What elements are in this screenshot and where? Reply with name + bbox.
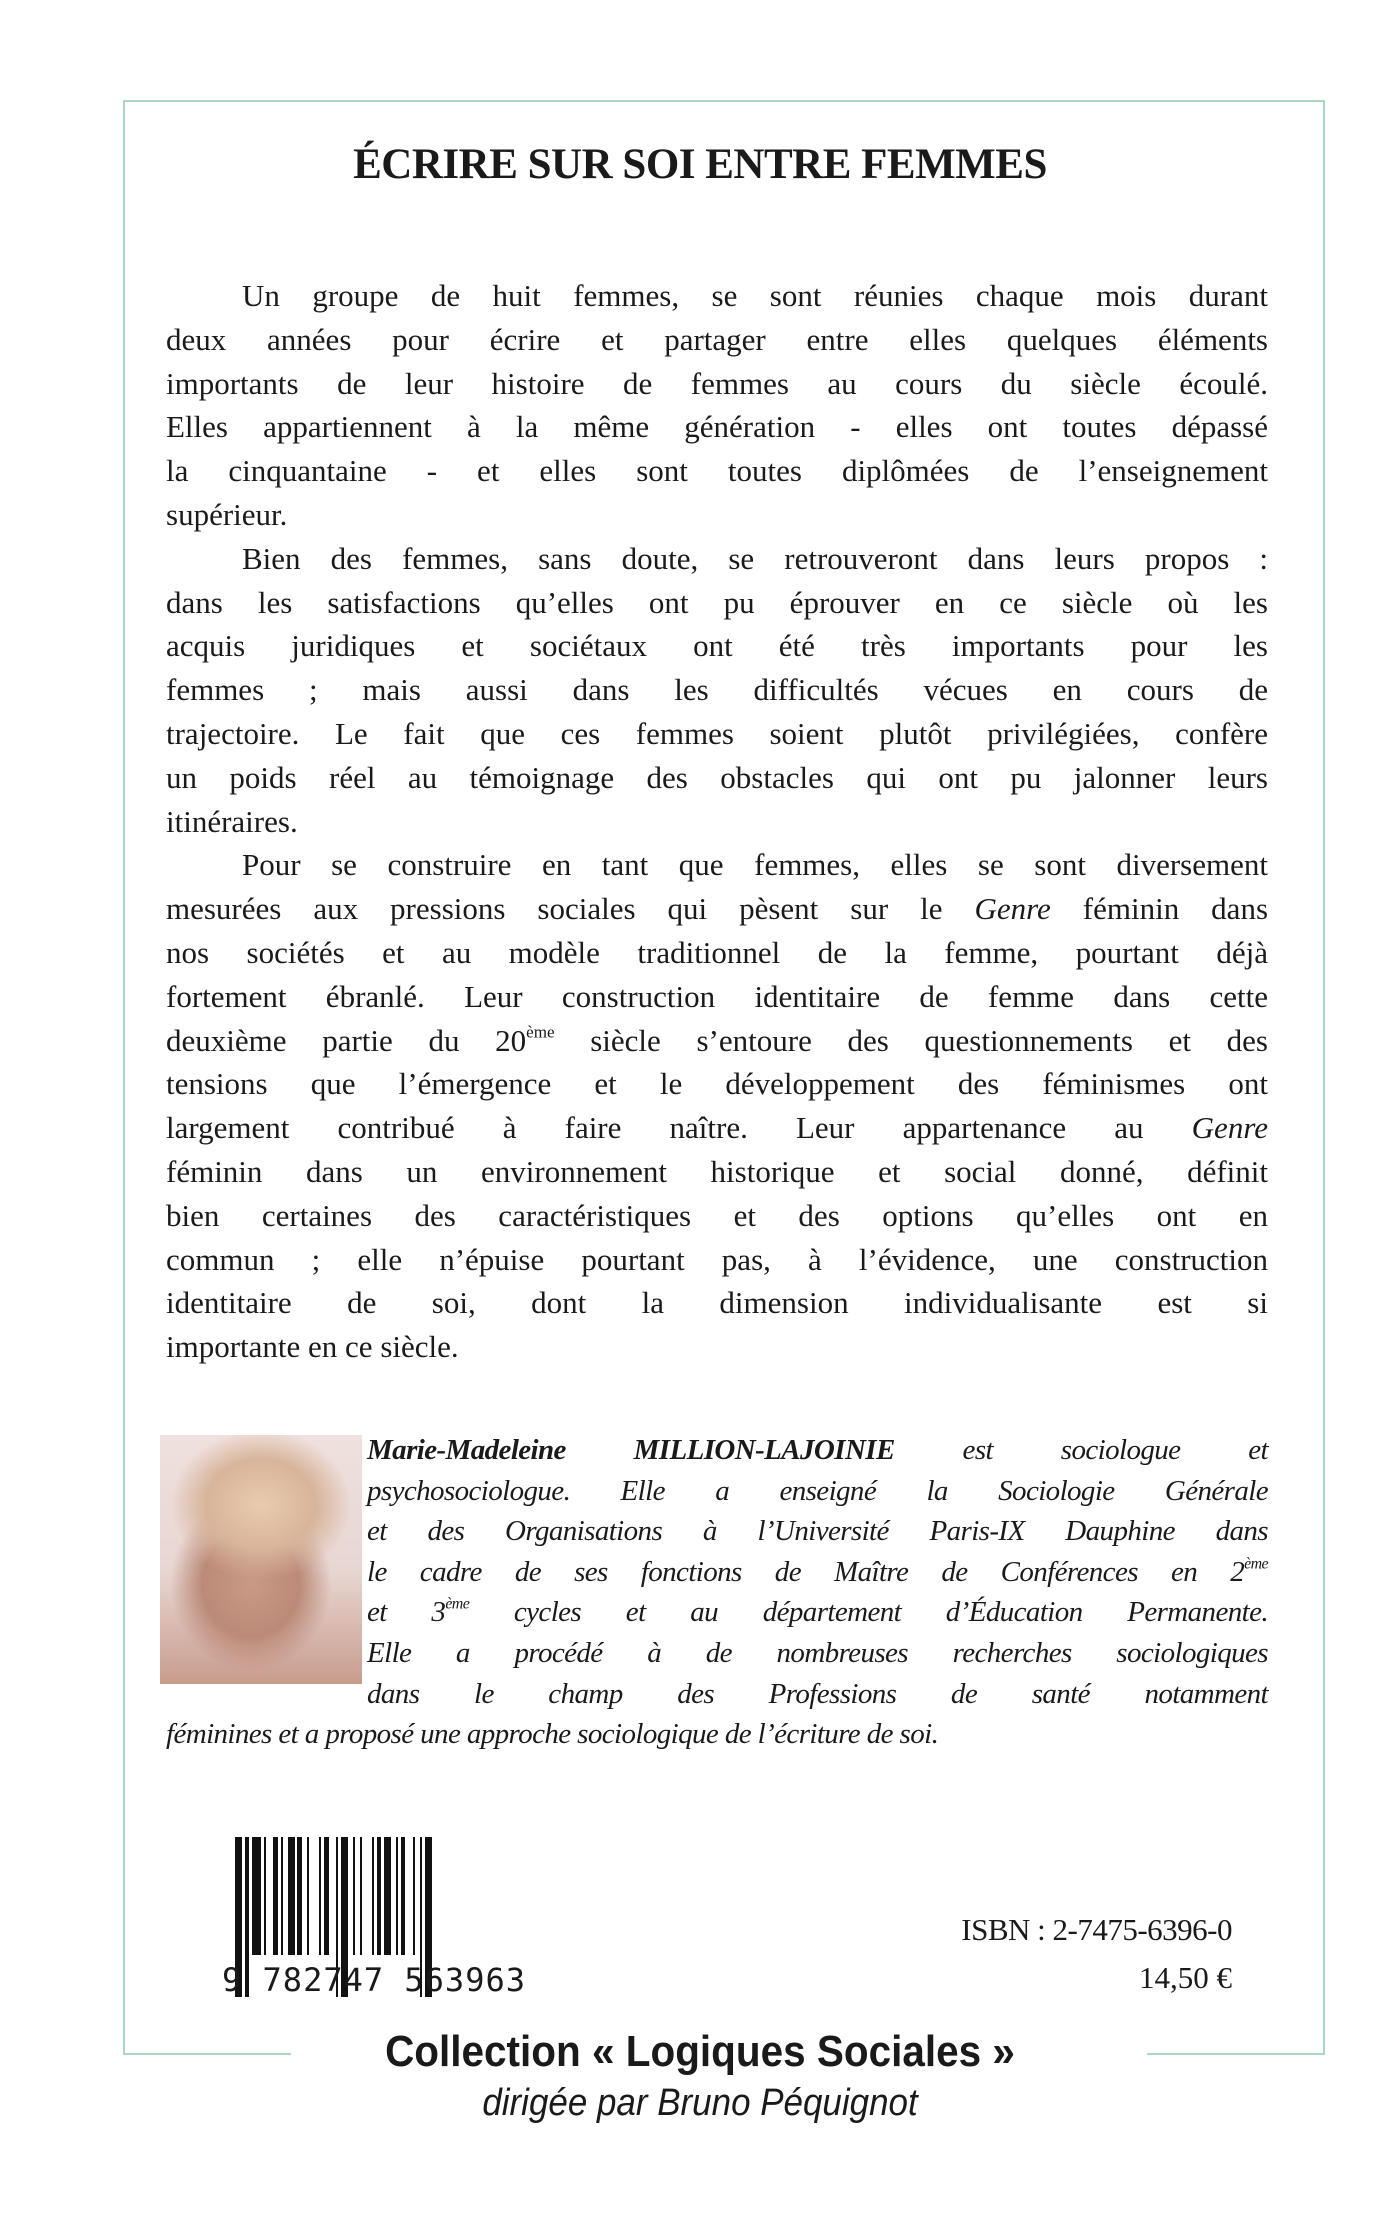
barcode-bar xyxy=(264,1837,266,1955)
text-line xyxy=(166,712,1268,756)
barcode-bar xyxy=(297,1837,302,1955)
superscript: ème xyxy=(526,1021,555,1041)
text-segment: deuxième partie du 20 xyxy=(166,1022,527,1058)
text-segment: importante en ce siècle. xyxy=(166,1329,459,1365)
collection-director: dirigée par Bruno Péquignot xyxy=(482,2082,918,2124)
text-segment: Elles appartiennent à la même génération - elles ont toutes dépassé xyxy=(166,409,1268,445)
text-segment: féminin dans xyxy=(1050,891,1269,927)
text-segment: psychosociologue. Elle a enseigné la Sociologie Générale xyxy=(367,1474,1268,1507)
text-segment: tensions que l’émergence et le développement des féminismes ont xyxy=(166,1066,1268,1102)
text-line xyxy=(166,581,1268,625)
superscript: ème xyxy=(445,1595,470,1613)
text-segment: dans le champ des Professions de santé notamment xyxy=(367,1677,1268,1710)
text-segment: est sociologue et xyxy=(894,1434,1268,1466)
collection-title: Collection « Logiques Sociales » xyxy=(385,2027,1015,2076)
text-line xyxy=(367,1633,1268,1674)
barcode-bar xyxy=(281,1837,283,1955)
text-line xyxy=(166,843,1268,887)
barcode-bar xyxy=(377,1837,382,1955)
text-segment: Bien des femmes, sans doute, se retrouveront dans leurs propos : xyxy=(242,540,1268,576)
text-segment: Elle a procédé à de nombreuses recherches sociologiques xyxy=(367,1636,1268,1669)
barcode-bar xyxy=(273,1837,278,1955)
text-line xyxy=(166,1106,1268,1150)
text-line xyxy=(166,318,1268,362)
barcode xyxy=(222,1837,562,2002)
text-line xyxy=(166,362,1268,406)
text-segment: un poids réel au témoignage des obstacles qui ont pu jalonner leurs xyxy=(166,759,1268,795)
barcode-bar xyxy=(319,1837,321,1955)
barcode-digits: 9 782747 563963 xyxy=(222,1961,526,1999)
text-line xyxy=(166,1281,1268,1325)
text-segment: itinéraires. xyxy=(166,803,298,839)
text-line xyxy=(166,931,1268,975)
text-segment: importants de leur histoire de femmes au cours du siècle écoulé. xyxy=(166,365,1268,401)
barcode-bar xyxy=(413,1837,415,1955)
text-line xyxy=(166,405,1268,449)
text-segment: siècle s’entoure des questionnements et des xyxy=(554,1022,1268,1058)
text-line xyxy=(166,1325,1268,1369)
barcode-bar xyxy=(324,1837,329,1955)
text-line xyxy=(166,1150,1268,1194)
text-line xyxy=(166,668,1268,712)
barcode-bar xyxy=(372,1837,374,1955)
text-line xyxy=(367,1430,1268,1471)
text-line xyxy=(166,1062,1268,1106)
text-segment: identitaire de soi, dont la dimension individualisante est si xyxy=(166,1285,1268,1321)
text-line xyxy=(367,1511,1268,1552)
text-segment: Un groupe de huit femmes, se sont réunies chaque mois durant xyxy=(242,278,1268,313)
text-line xyxy=(166,493,1268,537)
text-segment: dans les satisfactions qu’elles ont pu éprouver en ce siècle où les xyxy=(166,584,1268,620)
text-line xyxy=(166,975,1268,1019)
text-segment: cycles et au département d’Éducation Permanente. xyxy=(469,1596,1268,1629)
text-segment: largement contribué à faire naître. Leur appartenance au xyxy=(166,1110,1192,1146)
barcode-bar xyxy=(307,1837,309,1955)
text-segment: Pour se construire en tant que femmes, elles se sont diversement xyxy=(242,847,1268,883)
text-segment: commun ; elle n’épuise pourtant pas, à l’évidence, une construction xyxy=(166,1241,1268,1277)
book-title: ÉCRIRE SUR SOI ENTRE FEMMES xyxy=(353,141,1047,188)
barcode-bar xyxy=(252,1837,262,1955)
text-line xyxy=(166,449,1268,493)
text-segment: et 3 xyxy=(367,1596,446,1629)
barcode-bar xyxy=(384,1837,391,1955)
text-segment: bien certaines des caractéristiques et des options qu’elles ont en xyxy=(166,1197,1268,1233)
text-line xyxy=(367,1552,1268,1593)
text-segment: Genre xyxy=(1191,1110,1268,1146)
text-segment: trajectoire. Le fait que ces femmes soient plutôt privilégiées, confère xyxy=(166,715,1268,751)
text-segment: la cinquantaine - et elles sont toutes diplômées de l’enseignement xyxy=(166,453,1268,489)
barcode-bar xyxy=(401,1837,406,1955)
text-line xyxy=(166,800,1268,844)
text-segment: féminines et a proposé une approche sociologique de l’écriture de soi. xyxy=(166,1718,939,1751)
text-line xyxy=(367,1674,1268,1715)
text-segment: mesurées aux pressions sociales qui pèsent sur le xyxy=(166,891,975,927)
barcode-bar xyxy=(360,1837,362,1955)
text-line xyxy=(367,1592,1268,1633)
text-line xyxy=(166,274,1268,318)
text-segment: Marie-Madeleine MILLION-LAJOINIE xyxy=(367,1434,895,1466)
text-line xyxy=(166,537,1268,581)
author-bio xyxy=(166,1430,1268,1755)
text-segment: Genre xyxy=(974,891,1051,927)
blurb-text xyxy=(166,274,1268,1369)
text-line xyxy=(166,1194,1268,1238)
price: 14,50 € xyxy=(1139,1960,1232,1995)
text-line xyxy=(166,887,1268,931)
superscript: ème xyxy=(1244,1555,1268,1573)
text-segment: fortement ébranlé. Leur construction identitaire de femme dans cette xyxy=(166,978,1268,1014)
text-line xyxy=(166,1019,1268,1063)
text-segment: et des Organisations à l’Université Paris-IX Dauphine dans xyxy=(367,1515,1268,1548)
text-segment: acquis juridiques et sociétaux ont été très importants pour les xyxy=(166,628,1268,664)
text-segment: femmes ; mais aussi dans les difficultés vécues en cours de xyxy=(166,672,1268,708)
text-line xyxy=(166,1714,1268,1755)
barcode-bar xyxy=(353,1837,355,1955)
barcode-bar xyxy=(396,1837,398,1955)
isbn: ISBN : 2-7475-6396-0 xyxy=(961,1912,1232,1947)
text-segment: deux années pour écrire et partager entre elles quelques éléments xyxy=(166,321,1268,357)
barcode-bar xyxy=(288,1837,295,1955)
text-line xyxy=(367,1471,1268,1512)
text-line xyxy=(166,1238,1268,1282)
text-line xyxy=(166,624,1268,668)
text-segment: supérieur. xyxy=(166,496,288,532)
text-segment: nos sociétés et au modèle traditionnel de la femme, pourtant déjà xyxy=(166,934,1268,970)
text-segment: féminin dans un environnement historique et social donné, définit xyxy=(166,1153,1268,1189)
text-segment: le cadre de ses fonctions de Maître de Conférences en 2 xyxy=(367,1555,1245,1588)
text-line xyxy=(166,756,1268,800)
